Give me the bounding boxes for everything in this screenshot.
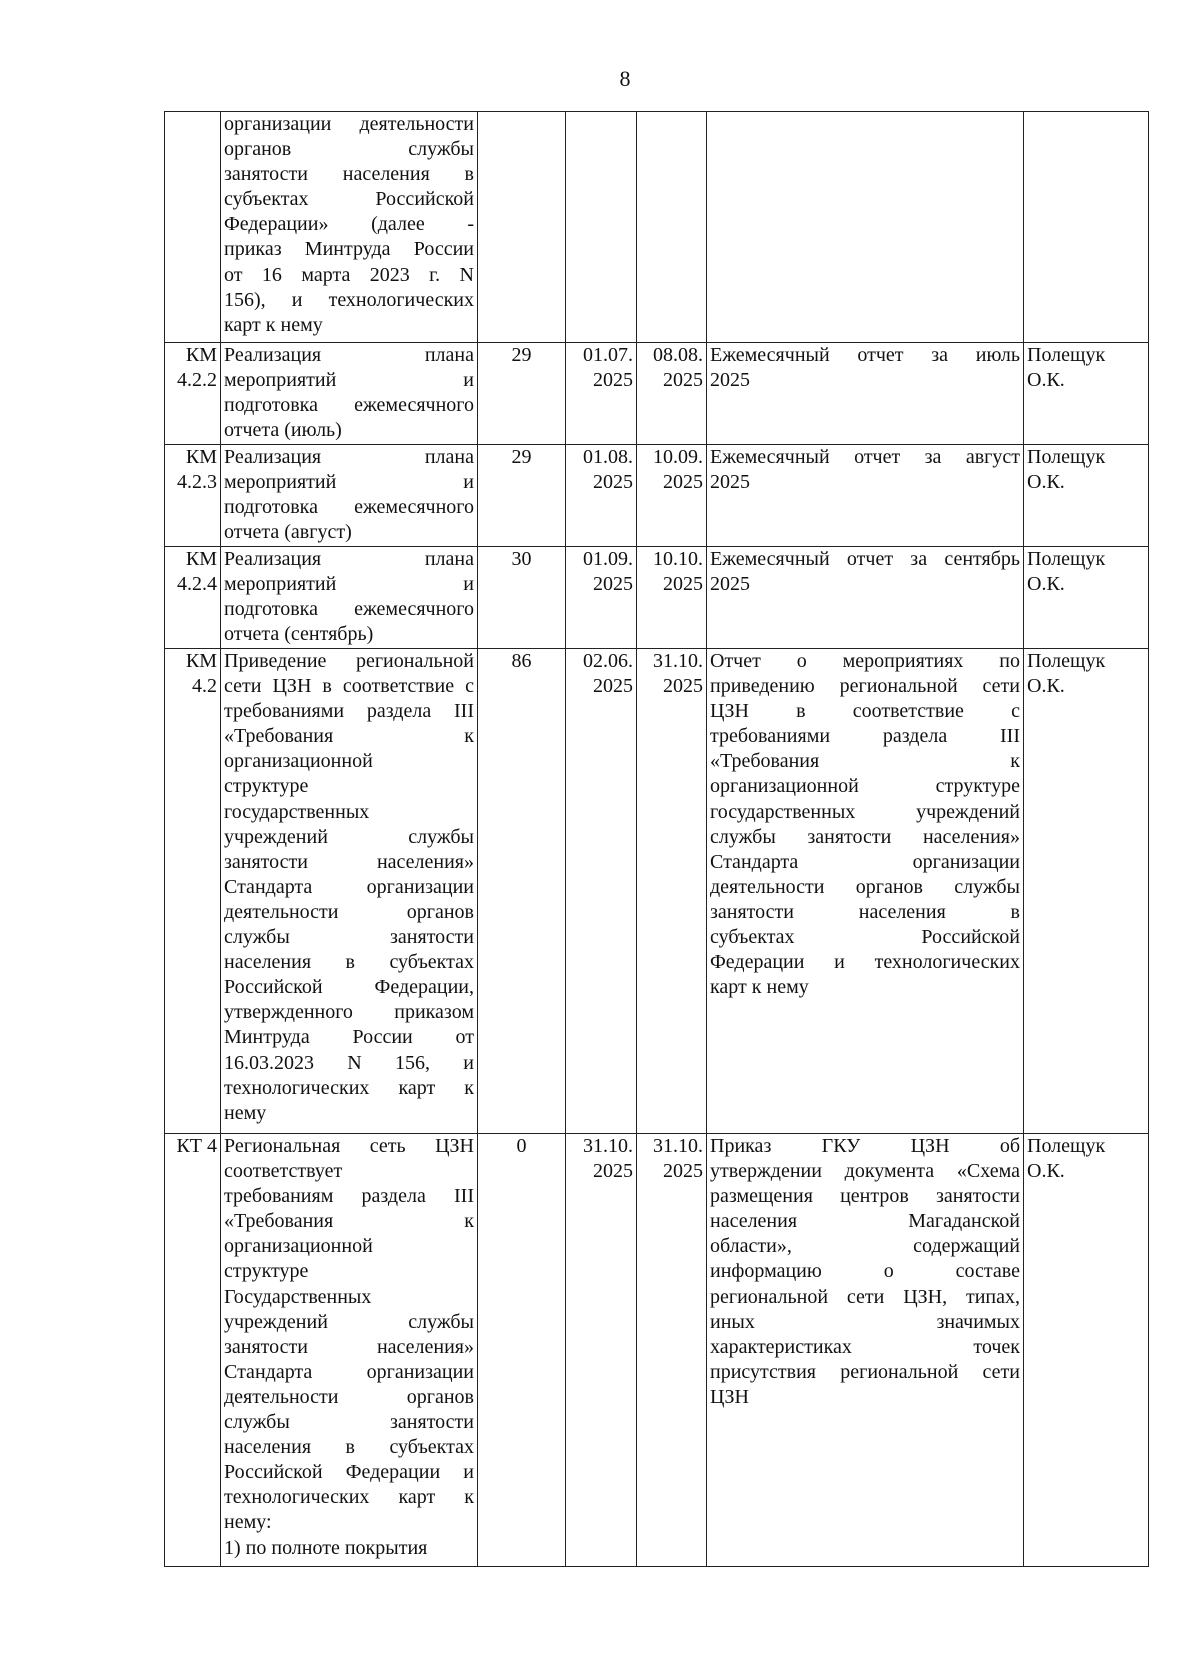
result-description-line: Ежемесячный отчет за август [710,446,1020,468]
result-description-line: характеристиках точек [710,1335,1020,1358]
event-description-line: Стандарта организации [224,1360,474,1383]
result-description-line: карт к нему [710,976,809,999]
item-code [165,445,221,547]
item-code [165,649,221,1134]
event-description-line: «Требования к [224,725,474,748]
event-description-line: 156), и технологических [224,288,474,311]
end-date [637,445,707,547]
event-description-line: приказ Минтруда России [224,238,474,261]
event-description-line: организации деятельности [224,113,474,135]
event-description [221,445,478,547]
event-description-line: Реализация плана [224,548,474,570]
result-description-line: требованиями раздела III [710,725,1020,748]
responsible-person-line: Полещук [1027,446,1106,468]
table-row [165,1134,1149,1567]
item-code-line: КМ [185,446,217,468]
event-description-line: требованиям раздела III [224,1185,474,1208]
event-description-line: 1) по полноте покрытия [224,1536,428,1559]
item-code [165,547,221,649]
event-description [221,547,478,649]
responsible-person-line: Полещук [1027,1135,1106,1157]
item-code-line [168,137,217,162]
responsible-person-line: Полещук [1027,650,1106,672]
event-description-line: подготовка ежемесячного [224,394,474,417]
result-description-line: Ежемесячный отчет за сентябрь [710,548,1020,570]
event-description [221,343,478,445]
event-description-line: Минтруда России от [224,1026,474,1049]
item-code-line: 4.2.2 [177,369,217,392]
event-description [221,112,478,343]
item-code [165,1134,221,1567]
event-description-line: государственных [224,800,370,823]
event-description-line: Государственных [224,1285,372,1308]
event-description-line: мероприятий и [224,471,474,494]
event-description-line: отчета (июль) [224,419,342,442]
result-description-line: присутствия региональной сети [710,1360,1020,1383]
duration-days: 0 [478,1134,566,1567]
end-date-line: 10.09. [653,446,703,468]
result-description-line: Приказ ГКУ ЦЗН об [710,1135,1020,1157]
result-description-line: «Требования к [710,750,1020,773]
event-description-line: службы занятости [224,1411,474,1434]
result-description-line: утверждении документа «Схема [710,1160,1020,1183]
event-description-line: «Требования к [224,1210,474,1233]
event-description-line: организационной [224,750,373,773]
end-date-line [640,137,703,162]
end-date-line: 2025 [663,369,703,392]
end-date-line: 31.10. [653,650,703,672]
table-row [165,649,1149,1134]
event-description-line: технологических карт к [224,1486,474,1509]
end-date [637,649,707,1134]
end-date [637,343,707,445]
result-description-line: Отчет о мероприятиях по [710,650,1020,672]
table-row [165,547,1149,649]
item-code-line: КМ [185,548,217,570]
event-description-line: соответствует [224,1160,343,1183]
duration-days: 29 [478,343,566,445]
event-description-line: занятости населения» [224,1335,474,1358]
result-description-line: организационной структуре [710,775,1020,798]
event-description-line: мероприятий и [224,369,474,392]
result-description [707,1134,1024,1567]
event-description-line: структуре [224,775,309,798]
start-date-line: 2025 [593,369,633,392]
event-description-line: Российской Федерации, [224,976,474,999]
event-description-line: службы занятости [224,926,474,949]
start-date [566,547,637,649]
item-code-line: 4.2.3 [177,471,217,494]
table-row [165,112,1149,343]
result-description [707,547,1024,649]
event-description-line: органов службы [224,138,474,161]
event-description-line: от 16 марта 2023 г. N [224,263,474,286]
end-date [637,112,707,343]
duration-days: 29 [478,445,566,547]
start-date [566,112,637,343]
start-date-line: 2025 [593,471,633,494]
responsible-person-line: О.К. [1027,1160,1065,1183]
event-description-line: структуре [224,1260,309,1283]
responsible-person-line: О.К. [1027,471,1065,494]
event-description-line: учреждений службы [224,1310,474,1333]
event-description-line: Приведение региональной [224,650,474,672]
item-code-line [168,112,217,137]
event-description-line: нему: [224,1511,272,1534]
end-date [637,1134,707,1567]
result-description-line: приведению региональной сети [710,675,1020,698]
result-description-line: субъектах Российской [710,926,1020,949]
event-description-line: организационной [224,1235,373,1258]
table-body [165,112,1149,1567]
event-description-line: субъектах Российской [224,188,474,211]
event-description [221,1134,478,1567]
responsible-person [1024,1134,1149,1567]
result-description-line: информацию о составе [710,1260,1020,1283]
start-date-line: 2025 [593,675,633,698]
responsible-person-line: О.К. [1027,369,1065,392]
result-description-line: региональной сети ЦЗН, типах, [710,1285,1020,1308]
end-date-line: 2025 [663,573,703,596]
start-date [566,1134,637,1567]
result-description-line: ЦЗН [710,1385,749,1408]
event-description-line: мероприятий и [224,573,474,596]
event-description-line: технологических карт к [224,1076,474,1099]
event-description-line: учреждений службы [224,825,474,848]
result-description-line: 2025 [710,369,750,392]
item-code-line: КМ [185,650,217,672]
event-description-line: отчета (сентябрь) [224,623,374,646]
event-description-line: Стандарта организации [224,875,474,898]
event-description-line: населения в субъектах [224,1436,474,1459]
result-description-line: размещения центров занятости [710,1185,1020,1208]
end-date-line: 31.10. [653,1135,703,1157]
event-description [221,649,478,1134]
start-date-line [569,137,633,162]
event-description-line: сети ЦЗН в соответствие с [224,675,474,698]
event-description-line: населения в субъектах [224,951,474,974]
responsible-person-line: Полещук [1027,344,1106,366]
item-code [165,343,221,445]
item-code-line: 4.2.4 [177,573,217,596]
start-date [566,343,637,445]
end-date-line: 10.10. [653,548,703,570]
plan-table [164,111,1149,1567]
end-date-line: 2025 [663,1160,703,1183]
result-description-line: 2025 [710,471,750,494]
table-row [165,343,1149,445]
duration-days [478,112,566,343]
event-description-line: занятости населения в [224,163,474,186]
end-date-line: 08.08. [653,344,703,366]
responsible-person [1024,112,1149,343]
event-description-line: Реализация плана [224,344,474,366]
event-description-line: занятости населения» [224,850,474,873]
result-description-line: Стандарта организации [710,850,1020,873]
responsible-person-line: О.К. [1027,573,1065,596]
event-description-line: подготовка ежемесячного [224,598,474,621]
start-date-line: 01.07. [583,344,633,366]
responsible-person [1024,547,1149,649]
responsible-person-line: Полещук [1027,548,1106,570]
start-date-line [569,112,633,137]
responsible-person-line: О.К. [1027,675,1065,698]
start-date-line: 31.10. [583,1135,633,1157]
result-description [707,343,1024,445]
item-code-line: 4.2 [192,675,217,698]
result-description-line: области», содержащий [710,1235,1020,1258]
responsible-person [1024,445,1149,547]
result-description-line: ЦЗН в соответствие с [710,700,1020,723]
result-description [707,112,1024,343]
start-date-line: 02.06. [583,650,633,672]
result-description-line: иных значимых [710,1310,1020,1333]
event-description-line: Российской Федерации и [224,1461,474,1484]
table-row [165,445,1149,547]
result-description-line: Ежемесячный отчет за июль [710,344,1020,366]
result-description-line: 2025 [710,573,750,596]
start-date-line: 01.08. [583,446,633,468]
event-description-line: Реализация плана [224,446,474,468]
start-date-line: 2025 [593,1160,633,1183]
responsible-person [1024,343,1149,445]
event-description-line: карт к нему [224,313,323,336]
event-description-line: Федерации» (далее - [224,213,474,236]
start-date-line: 01.09. [583,548,633,570]
event-description-line: Региональная сеть ЦЗН [224,1135,474,1157]
duration-days: 30 [478,547,566,649]
result-description-line: деятельности органов службы [710,875,1020,898]
result-description-line: службы занятости населения» [710,825,1020,848]
result-description-line: населения Магаданской [710,1210,1020,1233]
end-date [637,547,707,649]
result-description-line: государственных учреждений [710,800,1020,823]
item-code [165,112,221,343]
start-date-line: 2025 [593,573,633,596]
responsible-person [1024,649,1149,1134]
event-description-line: подготовка ежемесячного [224,496,474,519]
duration-days: 86 [478,649,566,1134]
event-description-line: нему [224,1101,267,1124]
result-description [707,649,1024,1134]
result-description-line: Федерации и технологических [710,951,1020,974]
start-date [566,445,637,547]
event-description-line: требованиями раздела III [224,700,474,723]
start-date [566,649,637,1134]
end-date-line: 2025 [663,675,703,698]
event-description-line: 16.03.2023 N 156, и [224,1051,474,1074]
result-description-line: занятости населения в [710,900,1020,923]
event-description-line: утвержденного приказом [224,1001,474,1024]
item-code-line: КТ 4 [176,1135,217,1157]
end-date-line: 2025 [663,471,703,494]
item-code-line [168,1159,217,1184]
page-number: 8 [619,66,631,91]
result-description [707,445,1024,547]
event-description-line: отчета (август) [224,521,352,544]
event-description-line: деятельности органов [224,1385,474,1408]
end-date-line [640,112,703,137]
event-description-line: деятельности органов [224,900,474,923]
item-code-line: КМ [185,344,217,366]
